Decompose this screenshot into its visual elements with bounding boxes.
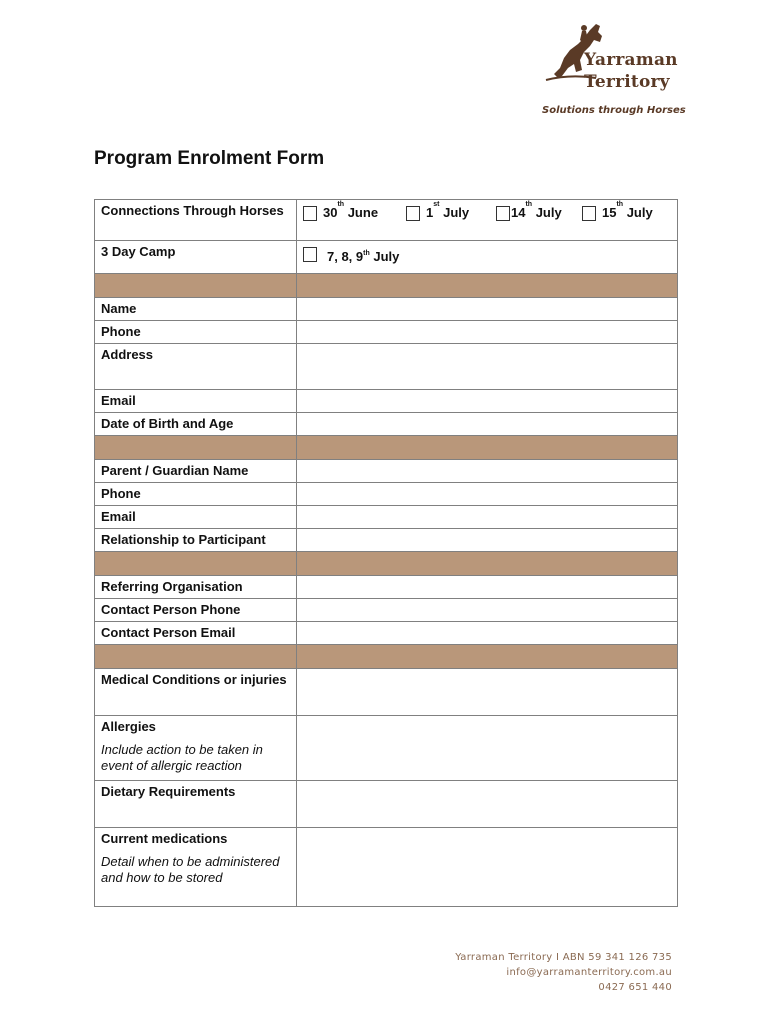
program-row-connections — [95, 200, 678, 241]
footer-abn: Yarraman Territory I ABN 59 341 126 735 — [455, 952, 672, 963]
checkbox-icon[interactable] — [582, 206, 596, 221]
field-label-guardian-name: Parent / Guardian Name — [95, 460, 297, 483]
footer-email-link[interactable]: info@yarramanterritory.com.au — [506, 967, 672, 978]
option-14-july[interactable]: 14 th July — [496, 205, 582, 221]
field-label-contact-email: Contact Person Email — [95, 622, 297, 645]
allergies-input[interactable] — [297, 716, 678, 781]
field-label-relationship: Relationship to Participant — [95, 529, 297, 552]
guardian-phone-input[interactable] — [297, 483, 678, 506]
dob-input[interactable] — [297, 413, 678, 436]
field-row — [95, 529, 678, 552]
name-input[interactable] — [297, 298, 678, 321]
allergies-note: Include action to be taken in event of allergic reaction — [101, 742, 263, 773]
logo-line-1: Yarraman — [584, 50, 678, 70]
field-row — [95, 390, 678, 413]
program-label-camp: 3 Day Camp — [95, 241, 297, 274]
field-row — [95, 483, 678, 506]
guardian-email-input[interactable] — [297, 506, 678, 529]
field-row — [95, 413, 678, 436]
medical-conditions-input[interactable] — [297, 669, 678, 716]
field-label-referring-org: Referring Organisation — [95, 576, 297, 599]
field-label-contact-phone: Contact Person Phone — [95, 599, 297, 622]
logo — [540, 20, 686, 125]
footer-phone: 0427 651 440 — [598, 982, 672, 993]
field-row — [95, 460, 678, 483]
field-row — [95, 506, 678, 529]
option-15-july[interactable]: 15 th July — [582, 205, 653, 221]
option-30-june[interactable]: 30 th June — [303, 205, 406, 221]
field-label-dietary: Dietary Requirements — [95, 781, 297, 828]
relationship-input[interactable] — [297, 529, 678, 552]
address-input[interactable] — [297, 344, 678, 390]
field-label-allergies — [95, 716, 297, 781]
checkbox-icon[interactable] — [496, 206, 510, 221]
field-label-name: Name — [95, 298, 297, 321]
field-row — [95, 781, 678, 828]
referring-org-input[interactable] — [297, 576, 678, 599]
field-row — [95, 669, 678, 716]
field-row — [95, 622, 678, 645]
checkbox-icon[interactable] — [303, 206, 317, 221]
field-row — [95, 321, 678, 344]
program-label-connections: Connections Through Horses — [95, 200, 297, 241]
program-row-camp — [95, 241, 678, 274]
phone-input[interactable] — [297, 321, 678, 344]
field-row — [95, 716, 678, 781]
section-divider — [95, 274, 678, 298]
option-1-july[interactable]: 1 st July — [406, 205, 496, 221]
logo-line-2: Territory — [584, 72, 670, 92]
field-label-dob: Date of Birth and Age — [95, 413, 297, 436]
contact-email-input[interactable] — [297, 622, 678, 645]
field-label-medications — [95, 828, 297, 907]
field-row — [95, 576, 678, 599]
dietary-input[interactable] — [297, 781, 678, 828]
field-row — [95, 298, 678, 321]
checkbox-icon[interactable] — [303, 247, 317, 262]
allergies-label: Allergies — [101, 719, 156, 734]
field-label-guardian-email: Email — [95, 506, 297, 529]
field-label-guardian-phone: Phone — [95, 483, 297, 506]
enrolment-form-table — [94, 199, 678, 907]
field-label-email: Email — [95, 390, 297, 413]
email-input[interactable] — [297, 390, 678, 413]
camp-options-cell — [297, 241, 678, 274]
program-options-cell — [297, 200, 678, 241]
logo-tagline: Solutions through Horses — [542, 105, 686, 116]
medications-input[interactable] — [297, 828, 678, 907]
option-7-8-9-july[interactable]: 7, 8, 9th July — [303, 246, 399, 265]
medications-label: Current medications — [101, 831, 228, 846]
contact-phone-input[interactable] — [297, 599, 678, 622]
field-label-phone: Phone — [95, 321, 297, 344]
footer — [455, 950, 672, 995]
field-row — [95, 599, 678, 622]
section-divider — [95, 552, 678, 576]
page-title: Program Enrolment Form — [94, 148, 325, 169]
section-divider — [95, 645, 678, 669]
section-divider — [95, 436, 678, 460]
medications-note: Detail when to be administered and how to be stored — [101, 854, 280, 885]
field-row — [95, 344, 678, 390]
guardian-name-input[interactable] — [297, 460, 678, 483]
field-row — [95, 828, 678, 907]
checkbox-icon[interactable] — [406, 206, 420, 221]
field-label-address: Address — [95, 344, 297, 390]
field-label-medical-conditions: Medical Conditions or injuries — [95, 669, 297, 716]
